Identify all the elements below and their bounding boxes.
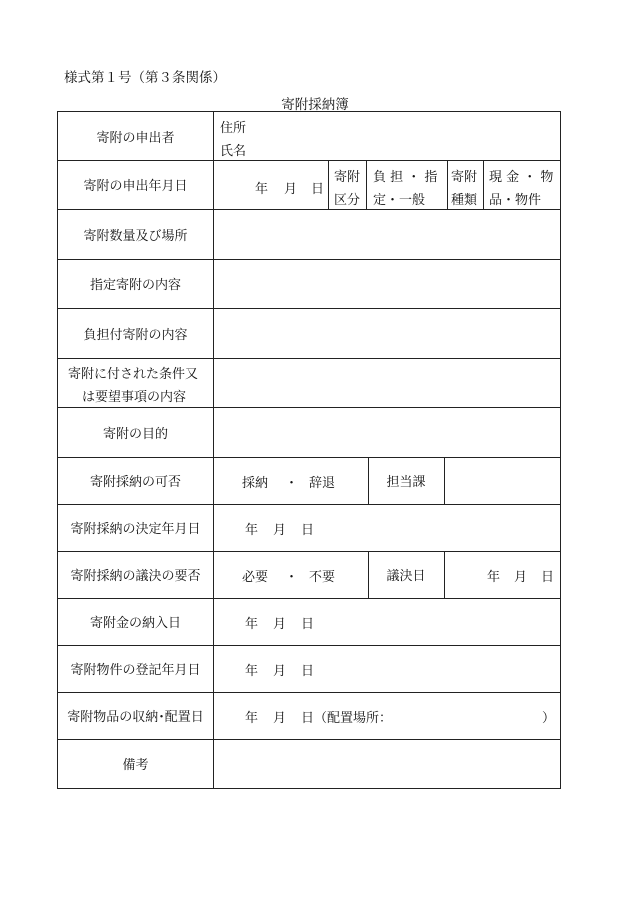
cell-divider (444, 551, 445, 598)
accept-option: 採納 (242, 476, 269, 491)
applicant-label: 寄附の申出者 (96, 130, 175, 146)
option-separator: ・ (285, 570, 299, 585)
burdened-content-label: 負担付寄附の内容 (83, 327, 188, 343)
date-month-unit: 月 (273, 711, 287, 726)
conditions-label-line2: は要望事項の内容 (82, 390, 187, 405)
decline-option: 辞退 (309, 476, 336, 491)
date-month-unit: 月 (514, 570, 528, 585)
placement-location-label: 日（配置場所： (301, 711, 393, 726)
label-column-divider (213, 112, 214, 788)
cell-divider (444, 457, 445, 504)
type-label-line1: 寄附 (451, 170, 478, 185)
name-label: 氏名 (220, 144, 247, 159)
date-year-unit: 年 (245, 617, 259, 632)
date-month-unit: 月 (284, 182, 298, 197)
date-month-unit: 月 (273, 523, 287, 538)
payment-date-label: 寄附金の納入日 (89, 616, 181, 631)
designated-content-label: 指定寄附の内容 (89, 278, 181, 293)
date-year-unit: 年 (245, 523, 259, 538)
application-date-label: 寄附の申出年月日 (83, 179, 188, 194)
date-day-unit: 日 (301, 617, 315, 632)
type-label-line2: 種類 (451, 193, 478, 208)
not-required-option: 不要 (309, 570, 336, 585)
quantity-location-label: 寄附数量及び場所 (83, 228, 188, 244)
acceptance-label: 寄附採納の可否 (89, 475, 181, 490)
date-year-unit: 年 (255, 182, 269, 197)
remarks-label: 備考 (122, 758, 149, 773)
date-day-unit: 日 (541, 570, 555, 585)
date-year-unit: 年 (487, 570, 501, 585)
donation-table (57, 111, 561, 789)
date-day-unit: 日 (311, 182, 325, 197)
date-month-unit: 月 (273, 617, 287, 632)
decision-date-label: 寄附採納の決定年月日 (70, 522, 201, 537)
required-option: 必要 (242, 570, 269, 585)
cell-divider (483, 160, 484, 209)
registration-date-label: 寄附物件の登記年月日 (70, 663, 201, 678)
type-options-line1: 現 金 ・ 物 (489, 170, 554, 185)
category-options-line1: 負 担 ・ 指 (373, 170, 438, 185)
cell-divider (447, 160, 448, 209)
category-label-line2: 区分 (334, 193, 361, 208)
row-divider (58, 358, 560, 359)
category-label-line1: 寄附 (334, 170, 361, 185)
storage-date-label: 寄附物品の収納･配置日 (67, 710, 204, 725)
form-title: 寄附採納簿 (281, 97, 349, 113)
conditions-label-line1: 寄附に付された条件又 (68, 367, 199, 382)
department-label: 担当課 (386, 475, 426, 490)
date-year-unit: 年 (245, 664, 259, 679)
form-number: 様式第１号（第３条関係） (64, 70, 226, 86)
date-year-unit: 年 (245, 711, 259, 726)
resolution-label: 寄附採納の議決の要否 (70, 569, 201, 584)
purpose-label: 寄附の目的 (102, 426, 168, 442)
resolution-date-label: 議決日 (386, 569, 426, 584)
cell-divider (328, 160, 329, 209)
closing-paren: ） (542, 711, 556, 726)
date-month-unit: 月 (273, 664, 287, 679)
address-label: 住所 (220, 121, 247, 136)
option-separator: ・ (285, 476, 299, 491)
type-options-line2: 品・物件 (489, 193, 542, 208)
date-day-unit: 日 (301, 523, 315, 538)
category-options-line2: 定・一般 (373, 193, 426, 208)
cell-divider (366, 160, 367, 209)
date-day-unit: 日 (301, 664, 315, 679)
